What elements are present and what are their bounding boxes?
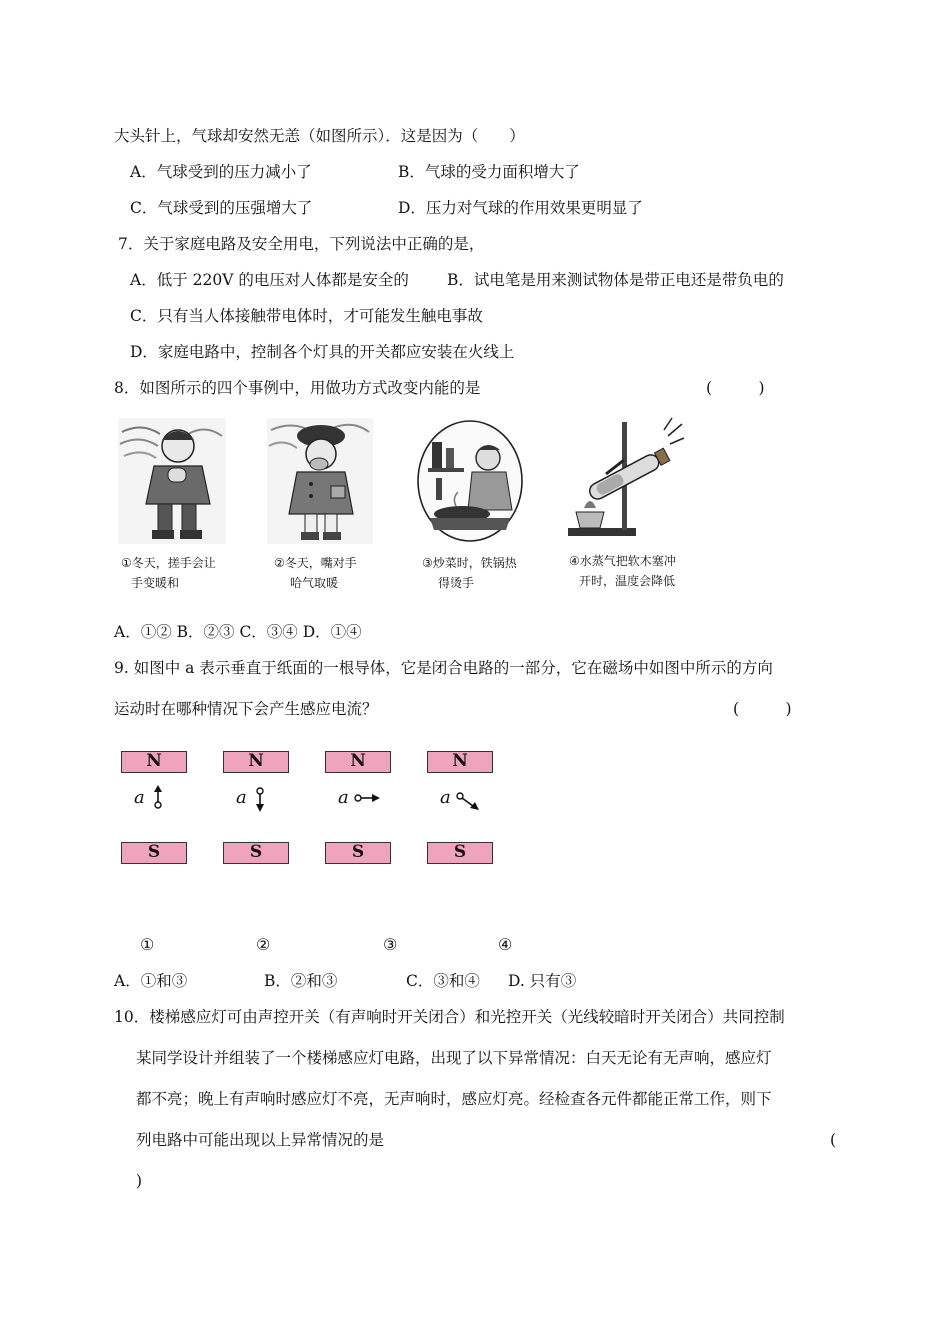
q7-stem: 7．关于家庭电路及安全用电，下列说法中正确的是，: [118, 235, 485, 253]
q7-option-c: C．只有当人体接触带电体时，才可能发生触电事故: [130, 307, 483, 325]
q10-line4: 列电路中可能出现以上异常情况的是: [136, 1131, 385, 1149]
magnet-north-1: N: [121, 751, 187, 773]
q7-option-d: D．家庭电路中，控制各个灯具的开关都应安装在火线上: [130, 343, 515, 361]
q10-line2: 某同学设计并组装了一个楼梯感应灯电路，出现了以下异常情况：白天无论有无声响，感应灯: [136, 1049, 772, 1067]
steam-cork-apparatus-illustration: [564, 416, 686, 544]
q8-options: A．①② B．②③ C．③④ D．①④: [114, 623, 362, 641]
q10-line1: 10．楼梯感应灯可由声控开关（有声响时开关闭合）和光控开关（光线较暗时开关闭合）共同控制: [114, 1008, 785, 1026]
q6-option-d: D．压力对气球的作用效果更明显了: [398, 199, 643, 217]
q6-option-c: C．气球受到的压强增大了: [130, 199, 313, 217]
q6-option-a: A．气球受到的压力减小了: [130, 163, 312, 181]
magnet-south-2: S: [223, 842, 289, 864]
magnet-north-2: N: [223, 751, 289, 773]
q9-stem-line2: 运动时在哪种情况下会产生感应电流？: [114, 700, 378, 718]
q8-caption-1-line1: ①冬天，搓手会让: [121, 556, 216, 570]
q7-option-a: A．低于 220V 的电压对人体都是安全的: [130, 271, 409, 289]
q8-caption-3-line1: ③炒菜时，铁锅热: [422, 556, 517, 570]
conductor-1-label: a: [134, 787, 145, 808]
q6-stem-tail: 大头针上，气球却安然无恙（如图所示）．这是因为（ ）: [114, 127, 525, 145]
q9-option-b: B．②和③: [264, 972, 338, 990]
q8-caption-2-line1: ②冬天，嘴对手: [274, 556, 357, 570]
cooking-illustration: [416, 418, 524, 544]
q8-caption-4-line2: 开时，温度会降低: [579, 574, 676, 588]
arrow-down-right-icon: [454, 784, 484, 814]
q8-caption-1-line2: 手变暖和: [131, 576, 180, 590]
q10-bracket-open: (: [830, 1131, 837, 1149]
q8-caption-4-line1: ④水蒸气把软木塞冲: [569, 554, 676, 568]
q9-figure-label-2: ②: [256, 935, 271, 954]
q8-answer-bracket: ( ): [706, 379, 765, 397]
q9-figure-label-4: ④: [498, 935, 513, 954]
q8-stem: 8．如图所示的四个事例中，用做功方式改变内能的是: [114, 379, 481, 397]
arrow-up-icon: [148, 784, 174, 812]
arrow-down-icon: [250, 784, 276, 814]
magnet-south-4: S: [427, 842, 493, 864]
conductor-4: [440, 784, 484, 814]
magnet-south-1: S: [121, 842, 187, 864]
conductor-3-label: a: [338, 787, 349, 808]
rubbing-hands-illustration: [118, 418, 226, 544]
q7-option-b: B．试电笔是用来测试物体是带正电还是带负电的: [447, 271, 784, 289]
conductor-2-label: a: [236, 787, 247, 808]
conductor-3: [338, 784, 382, 814]
q9-option-a: A．①和③: [114, 972, 188, 990]
q8-caption-3-line2: 得烫手: [438, 576, 475, 590]
q9-option-c: C．③和④: [406, 972, 480, 990]
arrow-right-icon: [352, 784, 382, 812]
q6-option-b: B．气球的受力面积增大了: [398, 163, 580, 181]
q10-line3: 都不亮；晚上有声响时感应灯不亮，无声响时，感应灯亮。经检查各元件都能正常工作，则下: [136, 1090, 772, 1108]
q9-figure-label-1: ①: [140, 935, 155, 954]
conductor-2: [236, 784, 280, 814]
breathing-on-hands-illustration: [267, 418, 373, 544]
magnet-north-3: N: [325, 751, 391, 773]
conductor-1: [134, 784, 178, 814]
q9-option-d: D. 只有③: [508, 972, 577, 990]
magnet-south-3: S: [325, 842, 391, 864]
q9-answer-bracket: ( ): [733, 700, 792, 718]
magnet-north-4: N: [427, 751, 493, 773]
q9-figure-label-3: ③: [383, 935, 398, 954]
q9-stem-line1: 9. 如图中 a 表示垂直于纸面的一根导体，它是闭合电路的一部分，它在磁场中如图中所示的方向: [114, 659, 773, 677]
q10-bracket-close: ): [136, 1172, 143, 1190]
conductor-4-label: a: [440, 787, 451, 808]
q8-caption-2-line2: 哈气取暖: [290, 576, 339, 590]
